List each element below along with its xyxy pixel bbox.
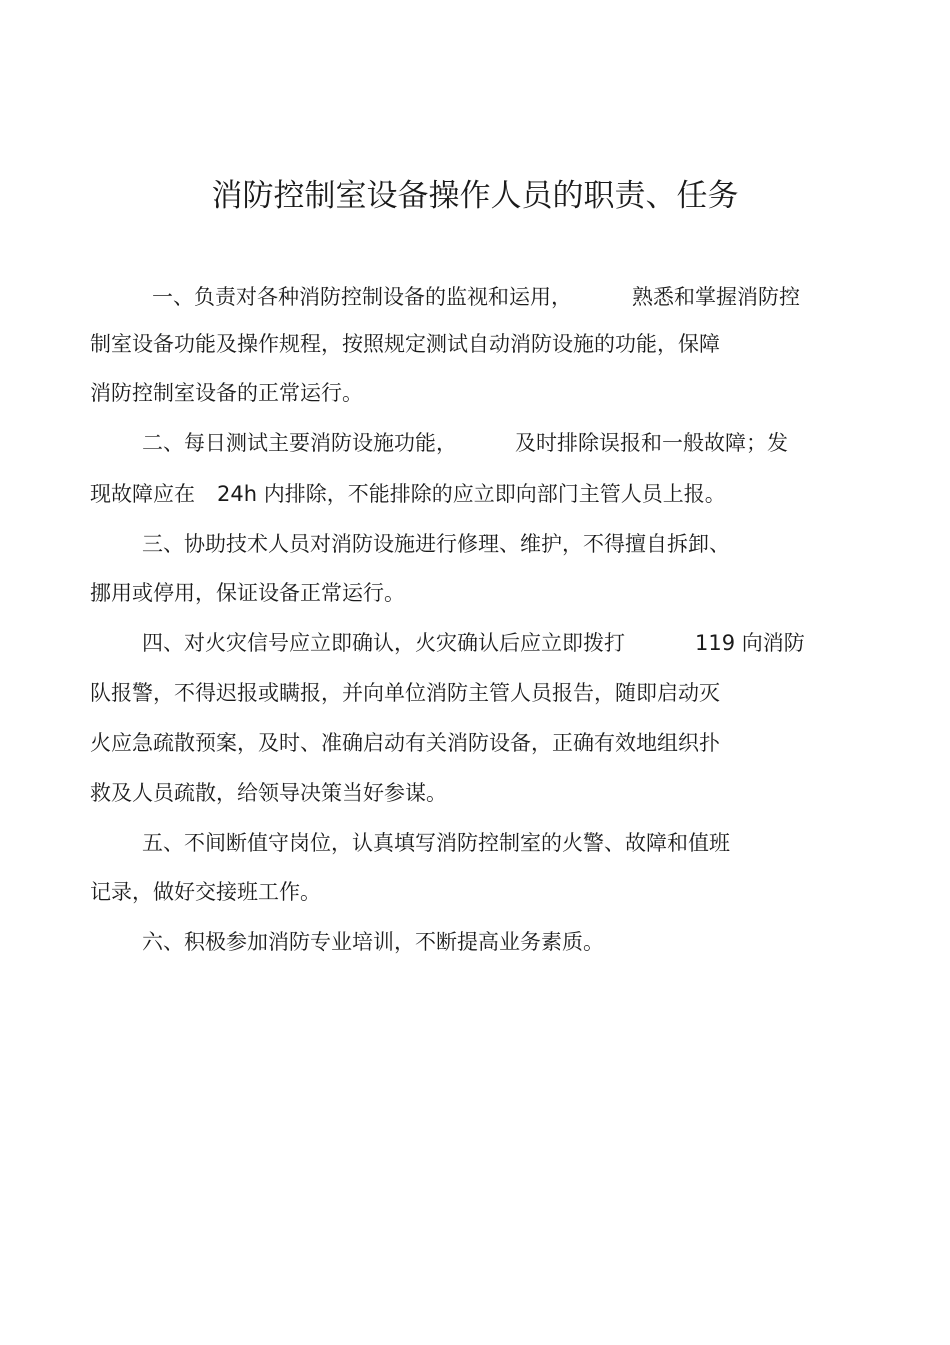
paragraph-4-line-3: [90, 728, 720, 758]
paragraph-1-line-3: [90, 378, 363, 408]
text-segment: 制室设备功能及操作规程，按照规定测试自动消防设施的功能，保障: [90, 332, 720, 356]
text-segment: 二、每日测试主要消防设施功能，: [142, 431, 457, 455]
paragraph-1-line-1: [152, 282, 800, 312]
text-segment: 记录，做好交接班工作。: [90, 880, 321, 904]
text-segment: 及时排除误报和一般故障；发: [515, 431, 788, 455]
text-segment: 熟悉和掌握消防控: [632, 285, 800, 309]
text-segment: 24h 内排除，不能排除的应立即向部门主管人员上报。: [217, 482, 726, 506]
paragraph-1-line-2: [90, 329, 720, 359]
paragraph-5-line-1: [142, 828, 730, 858]
text-segment: 现故障应在: [90, 482, 195, 506]
text-segment: 四、对火灾信号应立即确认，火灾确认后应立即拨打: [142, 631, 625, 655]
text-segment: 六、积极参加消防专业培训，不断提高业务素质。: [142, 930, 604, 954]
paragraph-2-line-2: [90, 479, 726, 509]
text-segment: 救及人员疏散，给领导决策当好参谋。: [90, 781, 447, 805]
paragraph-4-line-1: [142, 628, 805, 658]
paragraph-4-line-2: [90, 678, 720, 708]
text-segment: 队报警，不得迟报或瞒报，并向单位消防主管人员报告，随即启动灭: [90, 681, 720, 705]
paragraph-4-line-4: [90, 778, 447, 808]
text-segment: 一、负责对各种消防控制设备的监视和运用，: [152, 285, 572, 309]
text-segment: 五、不间断值守岗位，认真填写消防控制室的火警、故障和值班: [142, 831, 730, 855]
text-segment: 挪用或停用，保证设备正常运行。: [90, 581, 405, 605]
document-title: 消防控制室设备操作人员的职责、任务: [211, 178, 739, 214]
text-segment: 火应急疏散预案，及时、准确启动有关消防设备，正确有效地组织扑: [90, 731, 720, 755]
paragraph-5-line-2: [90, 877, 321, 907]
text-segment: 119 向消防: [695, 631, 805, 655]
paragraph-6-line-1: [142, 927, 604, 957]
text-segment: 消防控制室设备的正常运行。: [90, 381, 363, 405]
text-segment: 三、协助技术人员对消防设施进行修理、维护，不得擅自拆卸、: [142, 532, 730, 556]
paragraph-2-line-1: [142, 428, 788, 458]
paragraph-3-line-2: [90, 578, 405, 608]
paragraph-3-line-1: [142, 529, 730, 559]
